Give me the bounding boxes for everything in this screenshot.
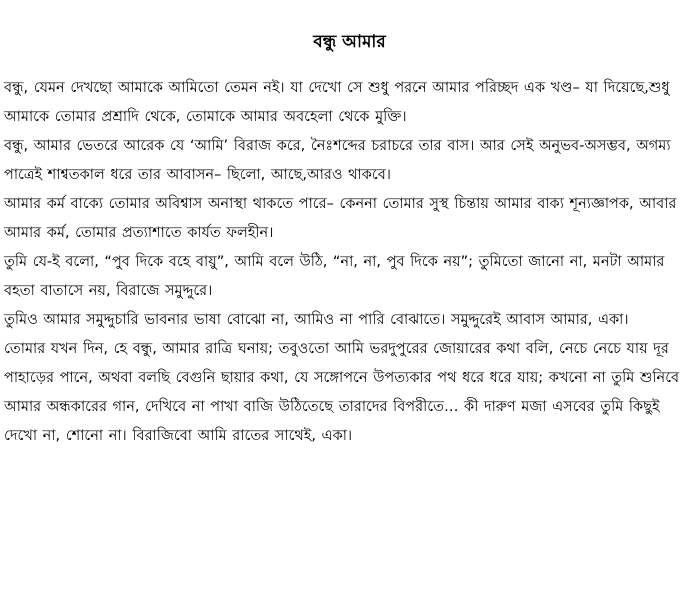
paragraph-5: তুমিও আমার সমুদ্দুচারি ভাবনার ভাষা বোঝো না, আমিও না পারি বোঝাতে। সমুদ্দুরেই আবাস আমার, একা। xyxy=(4,312,629,328)
paragraph-4: তুমি যে-ই বলো, “পুব দিকে বহে বায়ু”, আমি বলে উঠি, “না, না, পুব দিকে নয়”; তুমিতো জানো না, মনটা আমার বহতা বাতাসে নয়, বিরাজে সমুদ্দুরে। xyxy=(4,254,665,299)
paragraph-3: আমার কর্ম বাক্যে তোমার অবিশ্বাস অনাস্থা থাকতে পারে– কেননা তোমার সুস্থ চিন্তায় আমার বাক্য শূন্যজ্ঞাপক, আবার আমার কর্ম, তোমার প্রত্যাশাতে কার্যত ফলহীন। xyxy=(4,196,677,241)
paragraph-6: তোমার যখন দিন, হে বন্ধু, আমার রাত্রি ঘনায়; তবুওতো আমি ভরদুপুরের জোয়ারের কথা বলি, নেচে নেচে যায় দূর পাহাড়ের পানে, অথবা বলছি বেগুনি ছায়ার কথা, যে সঙ্গোপনে উপত্যকার পথ ধরে ধরে যায়; কখনো না তুমি শুনিবে আমার অন্ধকারের গান, দেখিবে না পাখা বাজি উঠিতেছে তারাদের বিপরীতে… কী দারুণ মজা এসবের তুমি কিছুই দেখো না, শোনো না। বিরাজিবো আমি রাতের সাথেই, একা। xyxy=(4,341,680,444)
paragraph-1: বন্ধু, যেমন দেখছো আমাকে আমিতো তেমন নই। যা দেখো সে শুধু পরনে আমার পরিচ্ছদ এক খণ্ড– যা দিয়েছে,শুধু আমাকে তোমার প্রশ্রাদি থেকে, তোমাকে আমার অবহেলা থেকে মুক্তি। xyxy=(4,80,670,125)
document-title: বন্ধু আমার xyxy=(313,32,386,52)
paragraph-2: বন্ধু, আমার ভেতরে আরেক যে ‘আমি’ বিরাজ করে, নৈঃশব্দের চরাচরে তার বাস। আর সেই অনুভব-অসম্ভব, অগম্য পাত্রেই শাশ্বতকাল ধরে তার আবাসন– ছিলো, আছে,আরও থাকবে। xyxy=(4,138,671,183)
